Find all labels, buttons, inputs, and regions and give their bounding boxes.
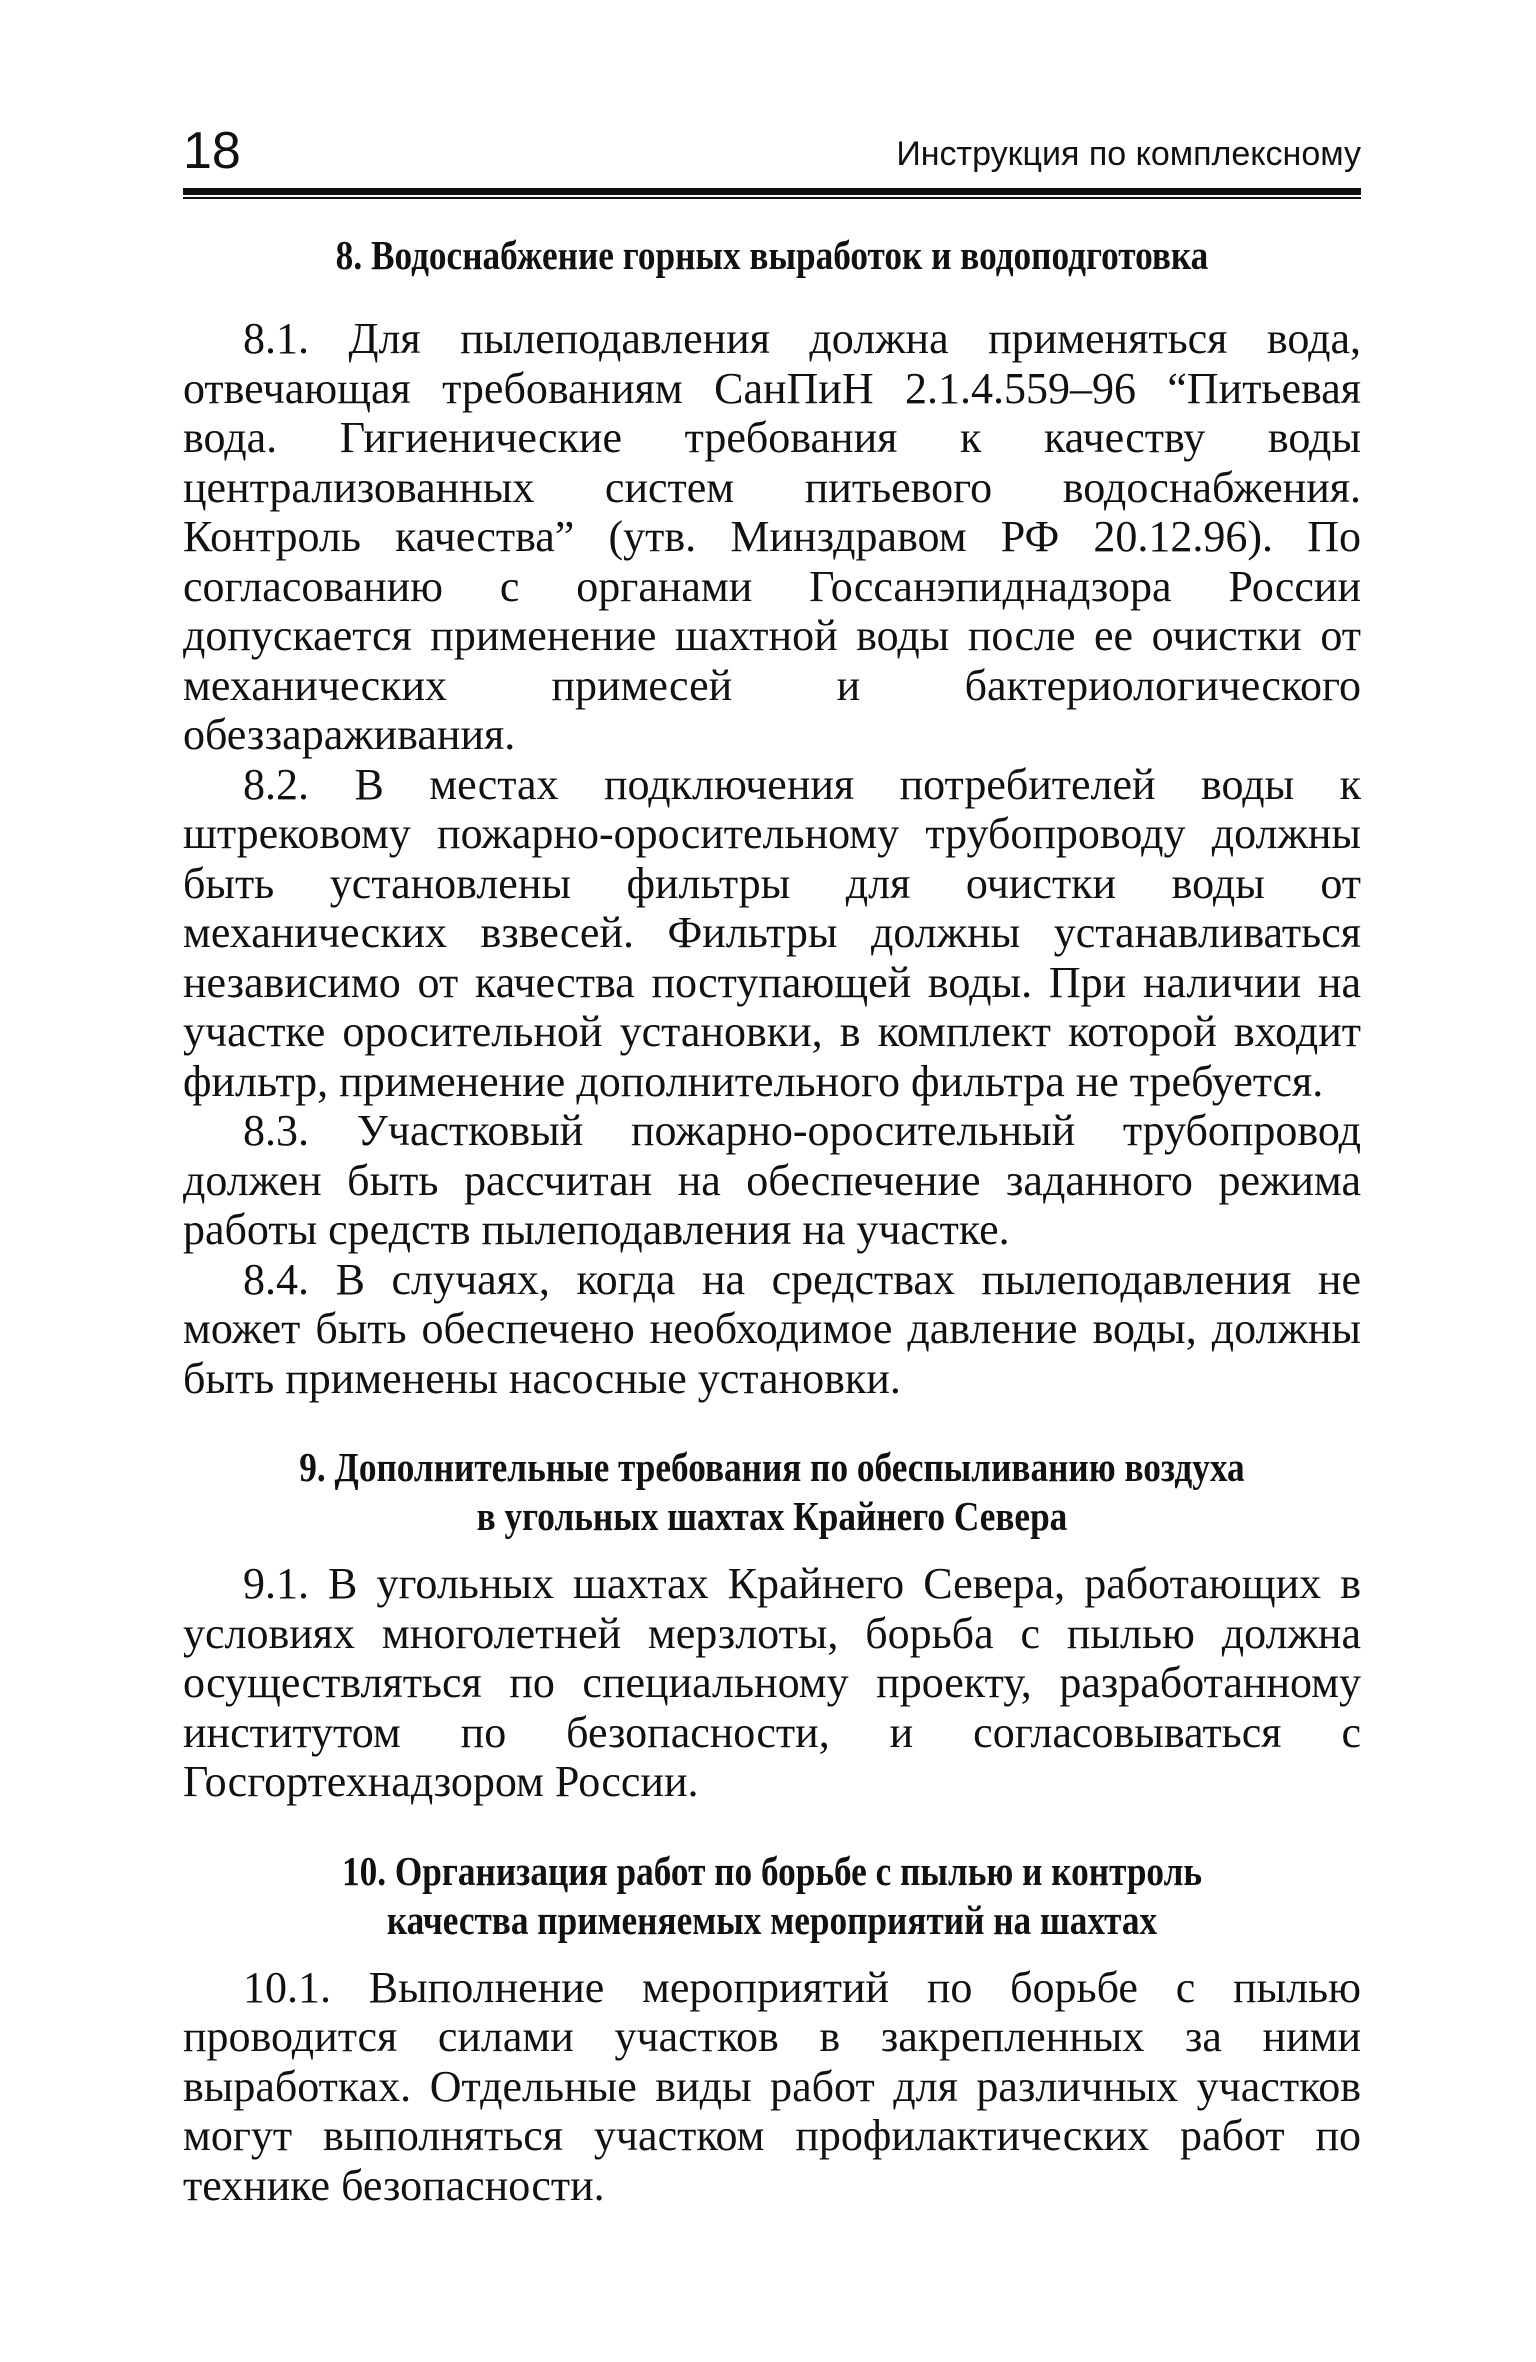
header-rule <box>183 188 1361 195</box>
running-header <box>183 120 1361 182</box>
section-heading <box>265 1847 1278 1945</box>
paragraph: 10.1. Выполнение мероприятий по борьбе с пылью проводится силами участков в закрепленных за ними выработках. Отдельные виды работ для различных участков могут выполняться участком профилактических работ по технике безопасности. <box>183 1962 1361 2210</box>
page-number: 18 <box>183 122 241 180</box>
paragraph: 8.2. В местах подключения потребителей воды к штрековому пожарно-оросительному трубопроводу должны быть установлены фильтры для очистки воды от механических взвесей. Фильтры должны устанавливаться независимо от качества поступающей воды. При наличии на участке оросительной установки, в комплект которой входит фильтр, применение дополнительного фильтра не требуется. <box>183 759 1361 1106</box>
paragraph: 8.4. В случаях, когда на средствах пылеподавления не может быть обеспечено необходимое давление воды, должны быть применены насосные установки. <box>183 1254 1361 1403</box>
section-heading: 8. Водоснабжение горных выработок и водоподготовка <box>335 232 1209 278</box>
header-rule-thin <box>183 197 1361 199</box>
section-9 <box>183 1443 1361 1807</box>
paragraph: 8.1. Для пылеподавления должна применяться вода, отвечающая требованиям СанПиН 2.1.4.559–96 “Питьевая вода. Гигиенические требования к качеству воды централизованных систем питьевого водоснабжения. Контроль качества” (утв. Минздравом РФ 20.12.96). По согласованию с органами Госсанэпиднадзора России допускается применение шахтной воды после ее очистки от механических примесей и бактериологического обеззараживания. <box>183 314 1361 759</box>
section-8 <box>183 231 1361 1403</box>
book-page <box>183 120 1361 2210</box>
running-title: Инструкция по комплексному <box>896 135 1361 173</box>
paragraph: 9.1. В угольных шахтах Крайнего Севера, работающих в условиях многолетней мерзлоты, борьба с пылью должна осуществляться по специальному проекту, разработанному институтом по безопасности, и согласовываться с Госгортехнадзором России. <box>183 1559 1361 1806</box>
section-heading-line: качества применяемых мероприятий на шахтах <box>386 1896 1158 1943</box>
section-heading-line: 9. Дополнительные требования по обеспыливанию воздуха <box>299 1444 1245 1490</box>
paragraph: 8.3. Участковый пожарно-оросительный трубопровод должен быть рассчитан на обеспечение заданного режима работы средств пылеподавления на участке. <box>183 1106 1361 1254</box>
section-heading <box>265 1443 1278 1541</box>
section-heading-line: 10. Организация работ по борьбе с пылью и контроль <box>341 1847 1203 1894</box>
section-10 <box>183 1847 1361 2211</box>
section-heading-line: в угольных шахтах Крайнего Севера <box>476 1493 1068 1539</box>
